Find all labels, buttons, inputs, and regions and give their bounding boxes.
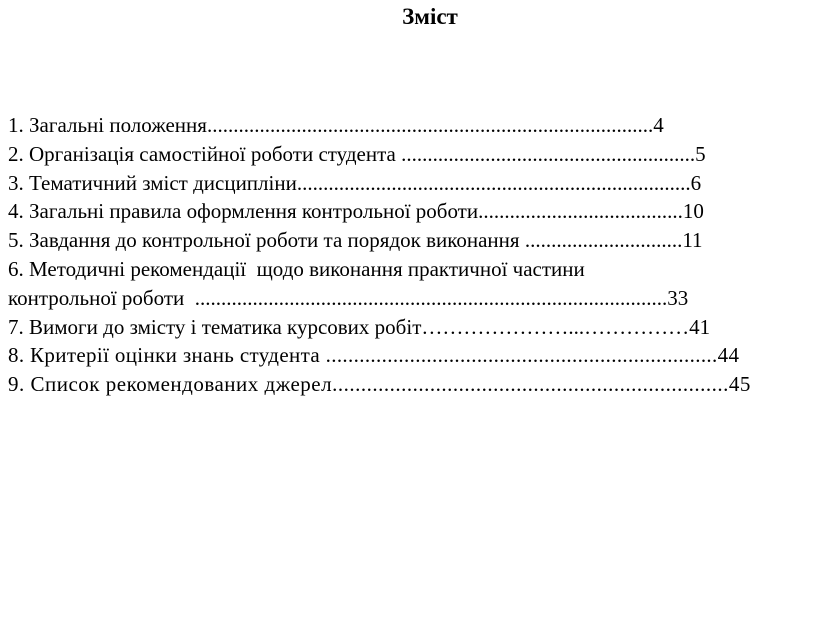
toc-entry-text: 4. Загальні правила оформлення контрольної роботи.......................................10 xyxy=(8,199,704,224)
toc-entry-text: 5. Завдання до контрольної роботи та порядок виконання ..............................11 xyxy=(8,228,703,253)
toc-entry-text: 7. Вимоги до змісту і тематика курсових робіт…………………...……………41 xyxy=(8,314,711,339)
toc-entry-text: 6. Методичні рекомендації щодо виконання практичної частини xyxy=(8,256,585,281)
document-title: Зміст xyxy=(402,4,458,29)
table-of-contents xyxy=(8,111,808,399)
toc-entry-2 xyxy=(8,140,808,169)
toc-entry-5 xyxy=(8,226,808,255)
toc-entry-text: 1. Загальні положення.....................................................................................4 xyxy=(8,113,664,137)
toc-entry-text: 2. Організація самостійної роботи студента ........................................................5 xyxy=(8,141,706,166)
toc-entry-7 xyxy=(8,313,808,342)
toc-entry-6 xyxy=(8,255,808,313)
toc-entry-8 xyxy=(8,341,808,370)
toc-entry-1 xyxy=(8,111,808,140)
toc-entry-text-continued: контрольної роботи ..........................................................................................33 xyxy=(8,285,689,310)
toc-entry-text: 8. Критерії оцінки знань студента ......................................................................44 xyxy=(8,343,740,368)
toc-entry-3 xyxy=(8,169,808,198)
toc-entry-text: 3. Тематичний зміст дисципліни...........................................................................6 xyxy=(8,170,702,195)
toc-entry-4 xyxy=(8,197,808,226)
toc-entry-text: 9. Список рекомендованих джерел.....................................................................45 xyxy=(8,372,751,397)
toc-entry-9 xyxy=(8,370,808,399)
